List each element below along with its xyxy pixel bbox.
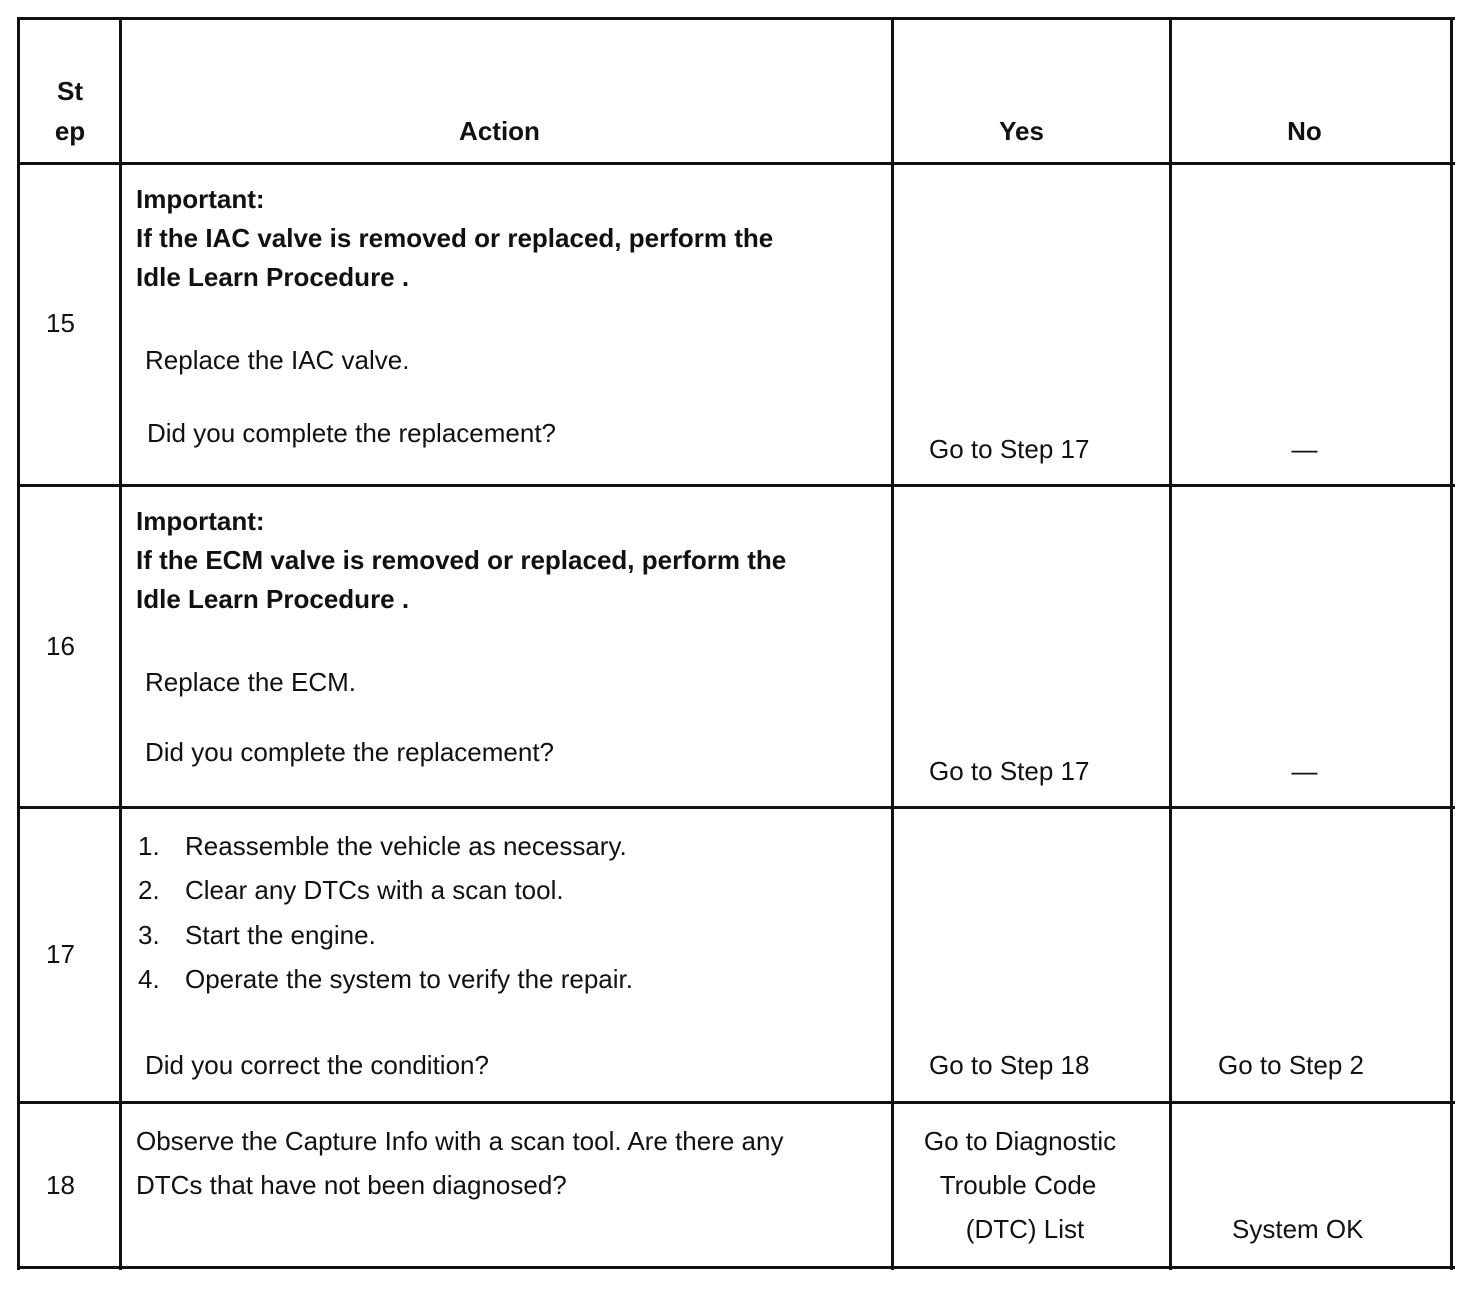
no-value: — (1291, 434, 1318, 464)
question-text: Did you correct the condition? (145, 1050, 489, 1080)
instruction-text: Replace the IAC valve. (145, 345, 410, 375)
list-number: 2. (138, 875, 160, 905)
step-number: 15 (46, 308, 75, 338)
table-border-left (17, 17, 20, 1270)
yes-link[interactable]: (DTC) List (965, 1214, 1085, 1244)
list-number: 1. (138, 831, 160, 861)
list-number: 4. (138, 964, 160, 994)
table-border-right (1450, 17, 1453, 1270)
table-border-top (17, 17, 1455, 20)
yes-link[interactable]: Go to Step 17 (929, 434, 1090, 464)
column-divider (891, 17, 894, 1270)
no-result: System OK (1232, 1214, 1364, 1244)
row-divider (17, 484, 1455, 487)
no-link[interactable]: Go to Step 2 (1218, 1050, 1364, 1080)
header-no: No (1287, 116, 1322, 146)
header-yes: Yes (999, 116, 1044, 146)
important-note: If the IAC valve is removed or replaced, perform the (136, 223, 774, 253)
column-divider (1169, 17, 1172, 1270)
step-number: 17 (46, 939, 75, 969)
important-note: If the ECM valve is removed or replaced, perform the (136, 545, 787, 575)
header-step-line1: St (57, 76, 83, 106)
row-divider (17, 806, 1455, 809)
yes-link[interactable]: Go to Diagnostic (923, 1126, 1117, 1156)
header-step-line2: ep (54, 116, 86, 146)
table-border-bottom (17, 1266, 1455, 1269)
yes-link[interactable]: Go to Step 18 (929, 1050, 1090, 1080)
list-item: Clear any DTCs with a scan tool. (185, 875, 564, 905)
list-item: Operate the system to verify the repair. (185, 964, 633, 994)
important-note: Idle Learn Procedure . (136, 584, 410, 614)
list-number: 3. (138, 920, 160, 950)
step-number: 18 (46, 1170, 75, 1200)
list-item: Start the engine. (185, 920, 376, 950)
question-text: Did you complete the replacement? (145, 737, 555, 767)
row-divider (17, 1101, 1455, 1104)
step-number: 16 (46, 631, 75, 661)
yes-link[interactable]: Go to Step 17 (929, 756, 1090, 786)
important-note: Idle Learn Procedure . (136, 262, 410, 292)
action-text: DTCs that have not been diagnosed? (136, 1170, 567, 1200)
no-value: — (1291, 756, 1318, 786)
header-action: Action (459, 116, 540, 146)
yes-link[interactable]: Trouble Code (939, 1170, 1097, 1200)
header-divider (17, 162, 1455, 165)
list-item: Reassemble the vehicle as necessary. (185, 831, 627, 861)
instruction-text: Replace the ECM. (145, 667, 356, 697)
important-label: Important: (136, 506, 265, 536)
action-text: Observe the Capture Info with a scan tool. Are there any (136, 1126, 784, 1156)
question-text: Did you complete the replacement? (147, 418, 557, 448)
important-label: Important: (136, 184, 265, 214)
column-divider (119, 17, 122, 1270)
